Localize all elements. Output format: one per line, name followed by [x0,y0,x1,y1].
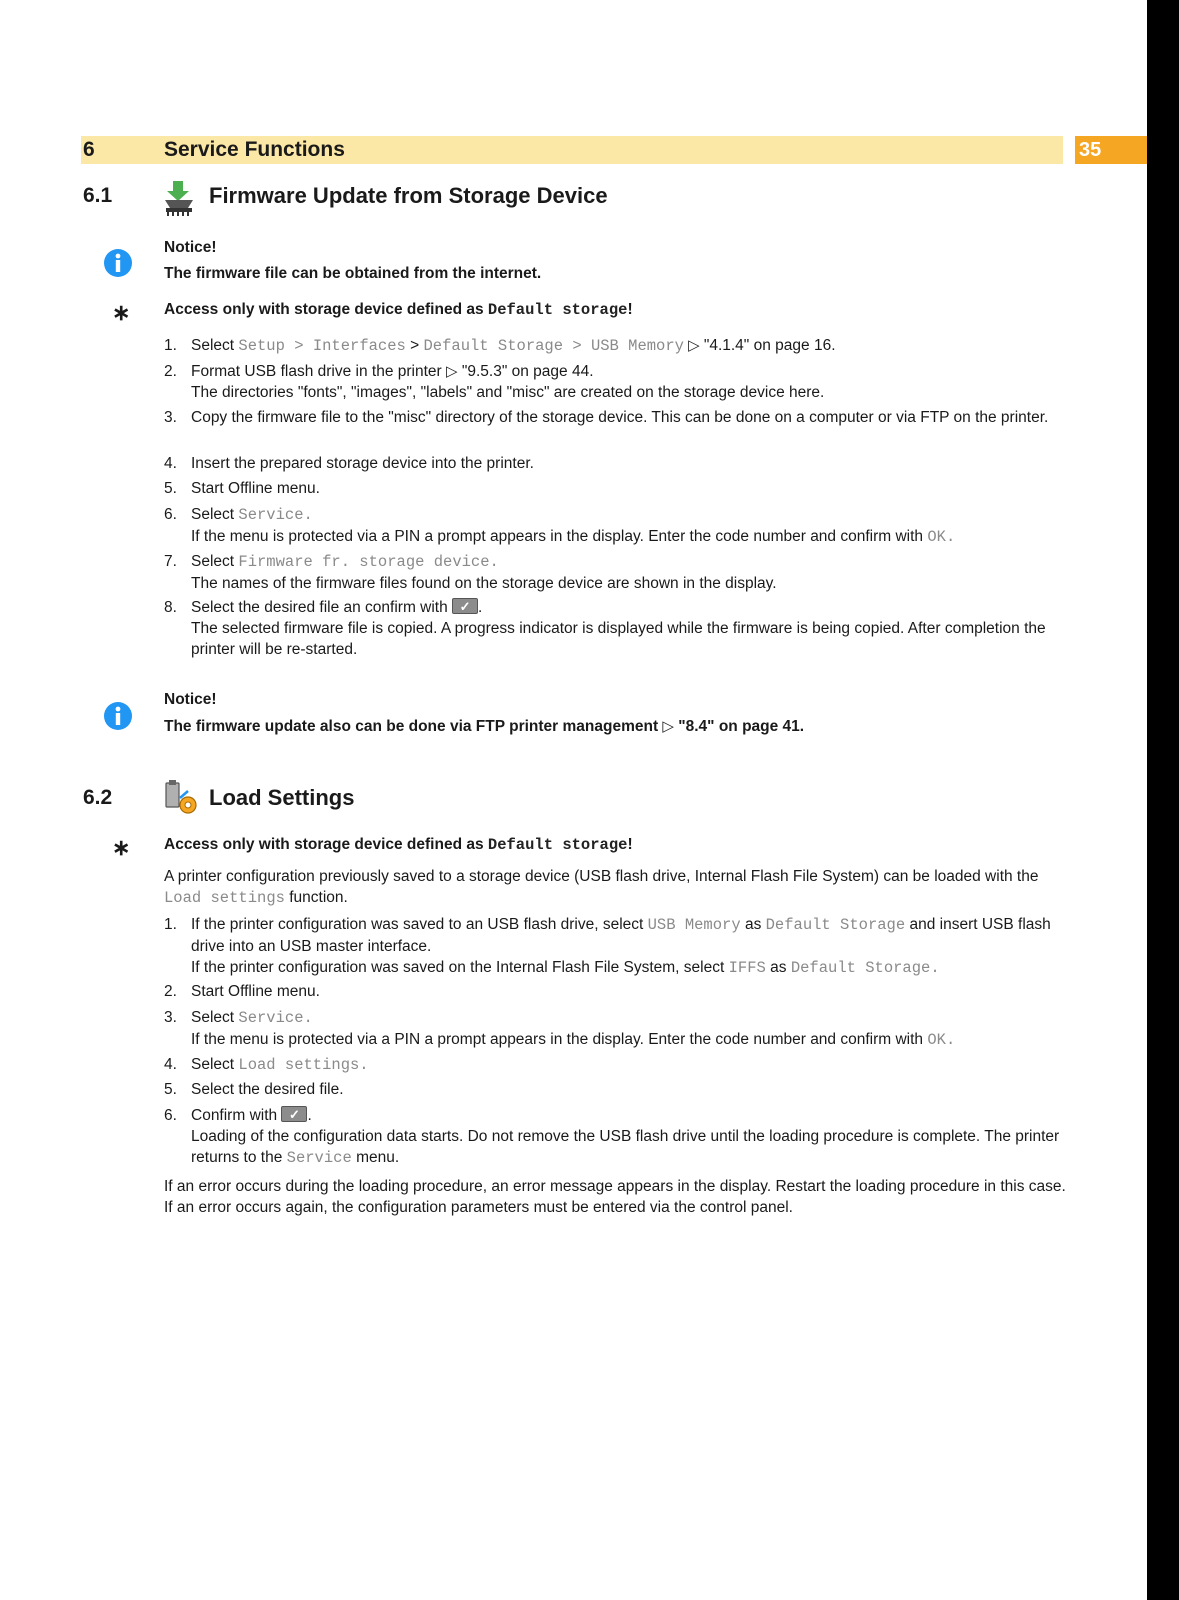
list-item [164,1079,1074,1100]
menu-item: Load settings [164,889,285,907]
notice-text: The firmware file can be obtained from the internet. [164,265,542,282]
step-number: 2. [164,983,177,1000]
cross-reference: "9.5.3" on page 44. [457,363,594,380]
step-text: menu. [351,1149,400,1166]
menu-item: Default Storage [765,916,906,934]
menu-separator: > [284,337,313,355]
step-text: Confirm with [191,1107,282,1124]
section-number: 6.2 [83,786,113,809]
step-text: Select [191,1009,239,1026]
menu-item: USB Memory [590,337,684,355]
step-detail: The names of the firmware files found on the storage device are shown in the display. [191,575,777,592]
reference-arrow-icon: ▷ [683,337,704,354]
list-item [164,407,1074,428]
step-text: Start Offline menu. [191,983,320,1000]
step-number: 1. [164,337,177,354]
list-item [164,1007,1074,1051]
step-text: Select [191,1056,239,1073]
access-note [164,301,633,319]
intro-paragraph [164,866,1074,909]
info-icon [103,248,133,278]
notice-heading: Notice! [164,691,217,708]
confirm-key-icon [452,598,478,614]
step-text: If the printer configuration was saved to an USB flash drive, select [191,916,648,933]
list-item [164,551,1074,594]
key-label: OK. [927,528,956,546]
step-detail: If the menu is protected via a PIN a prompt appears in the display. Enter the code number and confirm with [191,1031,928,1048]
step-detail: Loading of the configuration data starts. Do not remove the USB flash drive until the loading procedure is complete. The printer returns to the [191,1128,1060,1166]
access-end: ! [627,836,633,853]
step-detail: If the printer configuration was saved on the Internal Flash File System, select [191,959,729,976]
step-number: 6. [164,506,177,523]
section-number: 6.1 [83,184,113,207]
menu-separator: > [405,337,424,354]
menu-separator: > [563,337,591,355]
step-text: as [740,916,766,933]
list-item [164,1054,1074,1076]
notice-text [164,717,804,736]
step-text: Start Offline menu. [191,480,320,497]
step-detail: If the menu is protected via a PIN a prompt appears in the display. Enter the code number and confirm with [191,528,928,545]
step-text: Select [191,553,239,570]
closing-paragraph: If an error occurs during the loading procedure, an error message appears in the display. Restart the loading procedure in this case. If an error occurs again, the configuration parameters must be entered via the control panel. [164,1178,1066,1216]
notice-body: The firmware update also can be done via FTP printer management [164,718,663,735]
cross-reference: "4.1.4" on page 16. [703,337,836,354]
info-icon [103,701,133,731]
menu-item: Service. [238,1009,313,1027]
step-text: Copy the firmware file to the "misc" directory of the storage device. This can be done on a computer or via FTP on the printer. [191,409,1049,426]
chapter-title: Service Functions [164,138,345,161]
step-number: 4. [164,1056,177,1073]
step-number: 8. [164,599,177,616]
list-item [164,361,1074,403]
step-number: 2. [164,363,177,380]
reference-arrow-icon: ▷ [446,363,458,380]
cross-reference: "8.4" on page 41. [673,718,805,735]
menu-item: Service. [238,506,313,524]
menu-item: Default Storage [423,337,564,355]
step-text: Select the desired file an confirm with [191,599,453,616]
firmware-update-icon [162,180,196,216]
step-detail: The directories "fonts", "images", "labels" and "misc" are created on the storage device here. [191,384,825,401]
step-end: . [307,1107,312,1124]
step-number: 3. [164,1009,177,1026]
step-text: Insert the prepared storage device into the printer. [191,455,534,472]
chapter-number: 6 [83,138,95,161]
intro-text: A printer configuration previously saved to a storage device (USB flash drive, Internal Flash File System) can be loaded with the [164,868,1039,885]
asterisk-icon: ∗ [112,300,131,325]
menu-item: Setup [238,337,285,355]
step-end: . [478,599,483,616]
confirm-key-icon [281,1106,307,1122]
list-item [164,597,1074,660]
access-text: Access only with storage device defined as [164,836,488,853]
page-number: 35 [1079,139,1102,161]
list-item [164,335,1074,357]
asterisk-icon: ∗ [112,835,131,860]
menu-item: Default Storage. [790,959,940,977]
menu-item: IFFS [728,959,766,977]
step-text: Format USB flash drive in the printer [191,363,446,380]
section-title: Load Settings [209,785,355,810]
notice-heading: Notice! [164,239,217,256]
step-text: Select [191,506,239,523]
reference-arrow-icon: ▷ [662,718,674,735]
list-item [164,504,1074,548]
access-text: Access only with storage device defined as [164,301,488,318]
step-number: 5. [164,1081,177,1098]
list-item [164,478,1074,499]
step-text: Select [191,337,239,354]
step-number: 6. [164,1107,177,1124]
page-edge-bar [1147,0,1179,1600]
access-end: ! [627,301,633,318]
step-number: 1. [164,916,177,933]
load-settings-icon [162,780,200,816]
key-label: OK. [927,1031,956,1049]
list-item [164,1105,1074,1169]
step-detail: The selected firmware file is copied. A progress indicator is displayed while the firmware is being copied. After completion the printer will be re-started. [191,620,1046,658]
menu-item: Firmware fr. storage device. [238,553,499,571]
menu-item: Service [286,1149,352,1167]
list-item [164,914,1074,979]
access-storage: Default storage [487,836,628,854]
list-item [164,981,1074,1002]
intro-end: function. [284,889,348,906]
step-number: 3. [164,409,177,426]
menu-item: Interfaces [312,337,406,355]
step-number: 5. [164,480,177,497]
menu-item: Load settings. [238,1056,369,1074]
section-title: Firmware Update from Storage Device [209,183,608,208]
step-number: 7. [164,553,177,570]
access-note [164,836,633,854]
list-item [164,453,1074,474]
step-text: as [765,959,791,976]
step-number: 4. [164,455,177,472]
step-text: Select the desired file. [191,1081,344,1098]
access-storage: Default storage [487,301,628,319]
step-text: and insert USB flash drive into an USB master interface. [191,916,1051,955]
menu-item: USB Memory [647,916,741,934]
